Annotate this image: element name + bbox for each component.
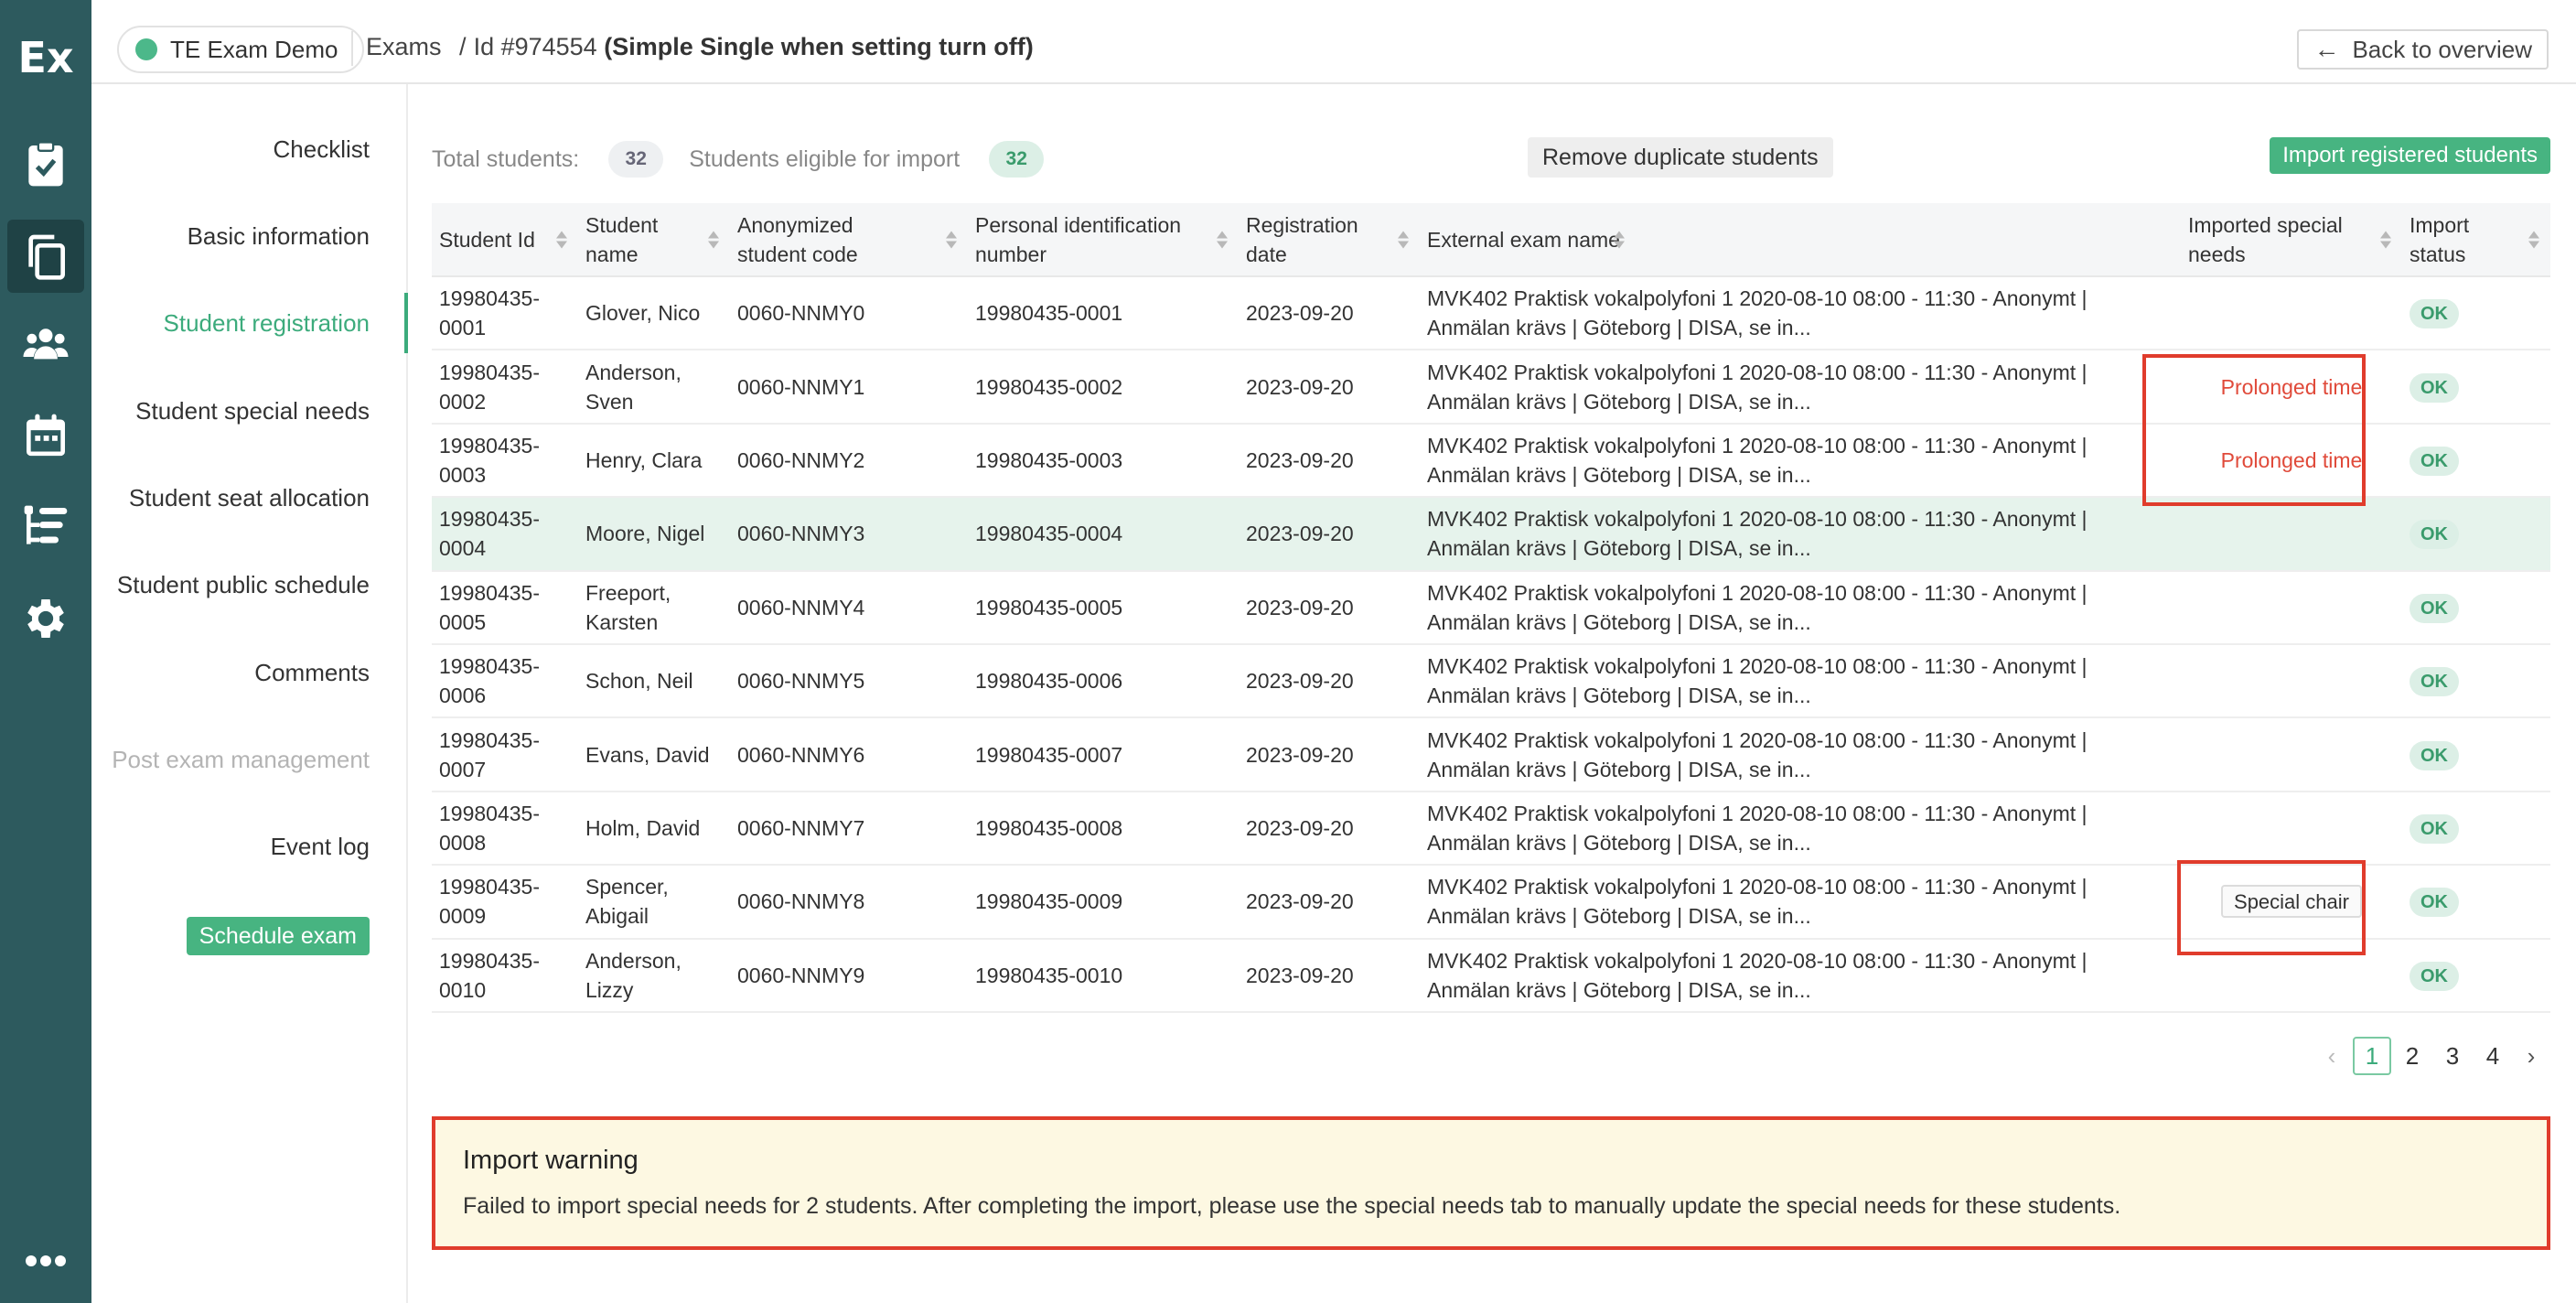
- cell-student-id: 19980435-0003: [432, 424, 578, 497]
- import-warning-title: Import warning: [463, 1146, 639, 1175]
- environment-status-dot: [135, 38, 157, 60]
- table-row[interactable]: [432, 276, 2550, 350]
- page-3[interactable]: 3: [2445, 1041, 2460, 1070]
- cell-anonymized-code: 0060-NNMY9: [730, 939, 968, 1012]
- back-to-overview-label: Back to overview: [2352, 35, 2532, 63]
- special-need-failed: Prolonged time: [2220, 374, 2363, 399]
- top-bar: [91, 0, 2576, 84]
- cell-import-status: [2402, 865, 2550, 938]
- more-dots-icon[interactable]: [7, 1254, 84, 1299]
- status-badge: OK: [2410, 447, 2459, 476]
- cell-imported-special-needs: [2181, 571, 2402, 644]
- cell-personal-id: 19980435-0004: [968, 497, 1239, 570]
- cell-external-exam-name: MVK402 Praktisk vokalpolyfoni 1 2020-08-10 08:00 - 11:30 - Anonymt | Anmälan krävs | Göteborg | DISA, se in...: [1420, 276, 2181, 350]
- cell-student-id: 19980435-0004: [432, 497, 578, 570]
- cell-personal-id: 19980435-0009: [968, 865, 1239, 938]
- cell-anonymized-code: 0060-NNMY5: [730, 644, 968, 717]
- cell-anonymized-code: 0060-NNMY0: [730, 276, 968, 350]
- cell-student-id: 19980435-0005: [432, 571, 578, 644]
- app-rail: [0, 0, 91, 1303]
- sort-icon: [708, 231, 719, 248]
- breadcrumb-exam-id: Id #974554: [473, 33, 597, 60]
- cell-import-status: [2402, 717, 2550, 791]
- sort-icon: [1614, 231, 1625, 248]
- header-divider: [351, 31, 353, 66]
- cell-student-id: 19980435-0006: [432, 644, 578, 717]
- import-registered-button[interactable]: Import registered students: [2270, 137, 2550, 174]
- cell-registration-date: 2023-09-20: [1239, 865, 1420, 938]
- nav-event-log[interactable]: Event log: [270, 833, 370, 860]
- cell-registration-date: 2023-09-20: [1239, 497, 1420, 570]
- page-1[interactable]: 1: [2353, 1037, 2391, 1075]
- cell-imported-special-needs: [2181, 791, 2402, 865]
- cell-personal-id: 19980435-0008: [968, 791, 1239, 865]
- nav-active-indicator: [404, 293, 408, 353]
- cell-personal-id: 19980435-0010: [968, 939, 1239, 1012]
- status-badge: OK: [2410, 520, 2459, 549]
- cell-import-status: [2402, 497, 2550, 570]
- cell-imported-special-needs: [2181, 497, 2402, 570]
- cell-personal-id: 19980435-0006: [968, 644, 1239, 717]
- cell-import-status: [2402, 791, 2550, 865]
- cell-registration-date: 2023-09-20: [1239, 424, 1420, 497]
- col-personal-id[interactable]: [968, 203, 1239, 276]
- table-row[interactable]: [432, 571, 2550, 644]
- status-badge: OK: [2410, 667, 2459, 696]
- exam-checklist-icon[interactable]: [7, 128, 84, 201]
- cell-personal-id: 19980435-0005: [968, 571, 1239, 644]
- col-registration-date[interactable]: [1239, 203, 1420, 276]
- breadcrumb: [366, 33, 1034, 61]
- chevron-right-icon[interactable]: ›: [2527, 1041, 2536, 1070]
- cell-student-name: Anderson, Sven: [578, 350, 730, 423]
- cell-student-id: 19980435-0010: [432, 939, 578, 1012]
- cell-registration-date: 2023-09-20: [1239, 939, 1420, 1012]
- cell-student-name: Schon, Neil: [578, 644, 730, 717]
- status-badge: OK: [2410, 594, 2459, 623]
- structure-icon[interactable]: [7, 490, 84, 564]
- col-import-status-label: Import status: [2410, 212, 2470, 266]
- status-badge: OK: [2410, 814, 2459, 844]
- page-4[interactable]: 4: [2485, 1041, 2500, 1070]
- total-students-count: 32: [608, 141, 663, 178]
- cell-external-exam-name: MVK402 Praktisk vokalpolyfoni 1 2020-08-10 08:00 - 11:30 - Anonymt | Anmälan krävs | Göteborg | DISA, se in...: [1420, 865, 2181, 938]
- sort-icon: [946, 231, 957, 248]
- sort-icon: [1217, 231, 1228, 248]
- nav-student-registration[interactable]: Student registration: [163, 309, 370, 337]
- table-row[interactable]: [432, 497, 2550, 570]
- cell-external-exam-name: MVK402 Praktisk vokalpolyfoni 1 2020-08-10 08:00 - 11:30 - Anonymt | Anmälan krävs | Göteborg | DISA, se in...: [1420, 571, 2181, 644]
- cell-registration-date: 2023-09-20: [1239, 571, 1420, 644]
- cell-student-id: 19980435-0007: [432, 717, 578, 791]
- cell-external-exam-name: MVK402 Praktisk vokalpolyfoni 1 2020-08-10 08:00 - 11:30 - Anonymt | Anmälan krävs | Göteborg | DISA, se in...: [1420, 424, 2181, 497]
- special-need-tag: Special chair: [2221, 885, 2362, 918]
- col-anonymized-code-label: Anonymized student code: [737, 212, 858, 266]
- status-badge: OK: [2410, 299, 2459, 328]
- eligible-students-count: 32: [989, 141, 1044, 178]
- special-needs-highlight-1: [2142, 354, 2366, 506]
- cell-external-exam-name: MVK402 Praktisk vokalpolyfoni 1 2020-08-10 08:00 - 11:30 - Anonymt | Anmälan krävs | Göteborg | DISA, se in...: [1420, 717, 2181, 791]
- cell-imported-special-needs: [2181, 644, 2402, 717]
- exam-side-nav: [91, 84, 408, 1303]
- environment-selector[interactable]: [117, 26, 364, 73]
- status-badge: OK: [2410, 373, 2459, 403]
- cell-student-name: Evans, David: [578, 717, 730, 791]
- status-badge: OK: [2410, 962, 2459, 991]
- cell-personal-id: 19980435-0003: [968, 424, 1239, 497]
- cell-student-name: Holm, David: [578, 791, 730, 865]
- cell-student-name: Freeport, Karsten: [578, 571, 730, 644]
- schedule-exam-button[interactable]: Schedule exam: [187, 917, 370, 955]
- users-icon[interactable]: [7, 307, 84, 381]
- cell-import-status: [2402, 571, 2550, 644]
- col-student-name-label: Student name: [585, 212, 659, 266]
- cell-import-status: [2402, 276, 2550, 350]
- nav-student-special-needs[interactable]: Student special needs: [135, 397, 370, 425]
- cell-imported-special-needs: [2181, 276, 2402, 350]
- col-import-status[interactable]: [2402, 203, 2550, 276]
- settings-gear-icon[interactable]: [7, 582, 84, 655]
- nav-post-exam-management: Post exam management: [112, 746, 370, 773]
- special-need-failed: Prolonged time: [2220, 447, 2363, 472]
- environment-name: TE Exam Demo: [170, 35, 338, 63]
- cell-external-exam-name: MVK402 Praktisk vokalpolyfoni 1 2020-08-10 08:00 - 11:30 - Anonymt | Anmälan krävs | Göteborg | DISA, se in...: [1420, 939, 2181, 1012]
- cell-student-name: Glover, Nico: [578, 276, 730, 350]
- eligible-students-label: Students eligible for import: [689, 145, 961, 172]
- sort-icon: [1398, 231, 1409, 248]
- cell-import-status: [2402, 939, 2550, 1012]
- page-2[interactable]: 2: [2405, 1041, 2420, 1070]
- cell-anonymized-code: 0060-NNMY7: [730, 791, 968, 865]
- calendar-icon[interactable]: [7, 399, 84, 472]
- cell-registration-date: 2023-09-20: [1239, 276, 1420, 350]
- import-warning-message: Failed to import special needs for 2 students. After completing the import, please use the special needs tab to manually update the special needs for these students.: [463, 1193, 2121, 1219]
- col-student-name[interactable]: [578, 203, 730, 276]
- chevron-left-icon[interactable]: ‹: [2327, 1041, 2336, 1070]
- cell-anonymized-code: 0060-NNMY8: [730, 865, 968, 938]
- col-personal-id-label: Personal identification number: [975, 212, 1182, 266]
- cell-external-exam-name: MVK402 Praktisk vokalpolyfoni 1 2020-08-10 08:00 - 11:30 - Anonymt | Anmälan krävs | Göteborg | DISA, se in...: [1420, 350, 2181, 423]
- cell-personal-id: 19980435-0007: [968, 717, 1239, 791]
- cell-external-exam-name: MVK402 Praktisk vokalpolyfoni 1 2020-08-10 08:00 - 11:30 - Anonymt | Anmälan krävs | Göteborg | DISA, se in...: [1420, 644, 2181, 717]
- page-title: (Simple Single when setting turn off): [604, 33, 1034, 60]
- cell-imported-special-needs: [2181, 717, 2402, 791]
- cell-student-id: 19980435-0008: [432, 791, 578, 865]
- sort-icon: [2528, 231, 2539, 248]
- remove-duplicates-button[interactable]: Remove duplicate students: [1528, 137, 1833, 178]
- cell-registration-date: 2023-09-20: [1239, 644, 1420, 717]
- col-imported-special-needs-label: Imported special needs: [2188, 212, 2343, 266]
- arrow-left-icon: ←: [2313, 35, 2340, 63]
- import-summary: [432, 139, 1069, 179]
- cell-student-name: Moore, Nigel: [578, 497, 730, 570]
- table-row[interactable]: [432, 717, 2550, 791]
- status-badge: OK: [2410, 741, 2459, 770]
- table-header-row: [432, 203, 2550, 276]
- nav-checklist[interactable]: Checklist: [273, 135, 370, 163]
- pagination: [2313, 1036, 2550, 1076]
- status-badge: OK: [2410, 888, 2459, 917]
- cell-import-status: [2402, 350, 2550, 423]
- cell-external-exam-name: MVK402 Praktisk vokalpolyfoni 1 2020-08-10 08:00 - 11:30 - Anonymt | Anmälan krävs | Göteborg | DISA, se in...: [1420, 497, 2181, 570]
- col-external-exam-name-label: External exam name: [1427, 227, 1620, 252]
- cell-anonymized-code: 0060-NNMY2: [730, 424, 968, 497]
- import-warning-alert: [432, 1116, 2550, 1250]
- col-student-id-label: Student Id: [439, 227, 535, 252]
- cell-student-id: 19980435-0009: [432, 865, 578, 938]
- nav-student-seat-allocation[interactable]: Student seat allocation: [128, 484, 370, 512]
- back-to-overview-button[interactable]: [2297, 29, 2549, 70]
- col-student-id[interactable]: [432, 203, 578, 276]
- cell-student-id: 19980435-0001: [432, 276, 578, 350]
- app-logo[interactable]: Ex: [17, 33, 74, 82]
- cell-registration-date: 2023-09-20: [1239, 791, 1420, 865]
- cell-student-name: Spencer, Abigail: [578, 865, 730, 938]
- cell-student-name: Henry, Clara: [578, 424, 730, 497]
- cell-anonymized-code: 0060-NNMY4: [730, 571, 968, 644]
- cell-registration-date: 2023-09-20: [1239, 717, 1420, 791]
- table-row[interactable]: [432, 791, 2550, 865]
- nav-student-public-schedule[interactable]: Student public schedule: [116, 571, 370, 598]
- cell-import-status: [2402, 424, 2550, 497]
- cell-anonymized-code: 0060-NNMY3: [730, 497, 968, 570]
- col-imported-special-needs[interactable]: [2181, 203, 2402, 276]
- cell-registration-date: 2023-09-20: [1239, 350, 1420, 423]
- nav-basic-information[interactable]: Basic information: [187, 222, 370, 250]
- cell-anonymized-code: 0060-NNMY6: [730, 717, 968, 791]
- cell-student-name: Anderson, Lizzy: [578, 939, 730, 1012]
- special-needs-highlight-2: [2177, 860, 2366, 955]
- breadcrumb-separator: /: [459, 33, 467, 60]
- cell-import-status: [2402, 644, 2550, 717]
- table-row[interactable]: [432, 644, 2550, 717]
- cell-personal-id: 19980435-0001: [968, 276, 1239, 350]
- cell-external-exam-name: MVK402 Praktisk vokalpolyfoni 1 2020-08-10 08:00 - 11:30 - Anonymt | Anmälan krävs | Göteborg | DISA, se in...: [1420, 791, 2181, 865]
- nav-comments[interactable]: Comments: [254, 659, 370, 686]
- total-students-label: Total students:: [432, 145, 580, 172]
- col-external-exam-name[interactable]: [1420, 203, 2181, 276]
- cell-anonymized-code: 0060-NNMY1: [730, 350, 968, 423]
- exams-copy-icon[interactable]: [7, 220, 84, 293]
- col-anonymized-code[interactable]: [730, 203, 968, 276]
- breadcrumb-exams-link[interactable]: Exams: [366, 33, 442, 60]
- sort-icon: [556, 231, 567, 248]
- sort-icon: [2380, 231, 2391, 248]
- cell-personal-id: 19980435-0002: [968, 350, 1239, 423]
- cell-student-id: 19980435-0002: [432, 350, 578, 423]
- col-registration-date-label: Registration date: [1246, 212, 1358, 266]
